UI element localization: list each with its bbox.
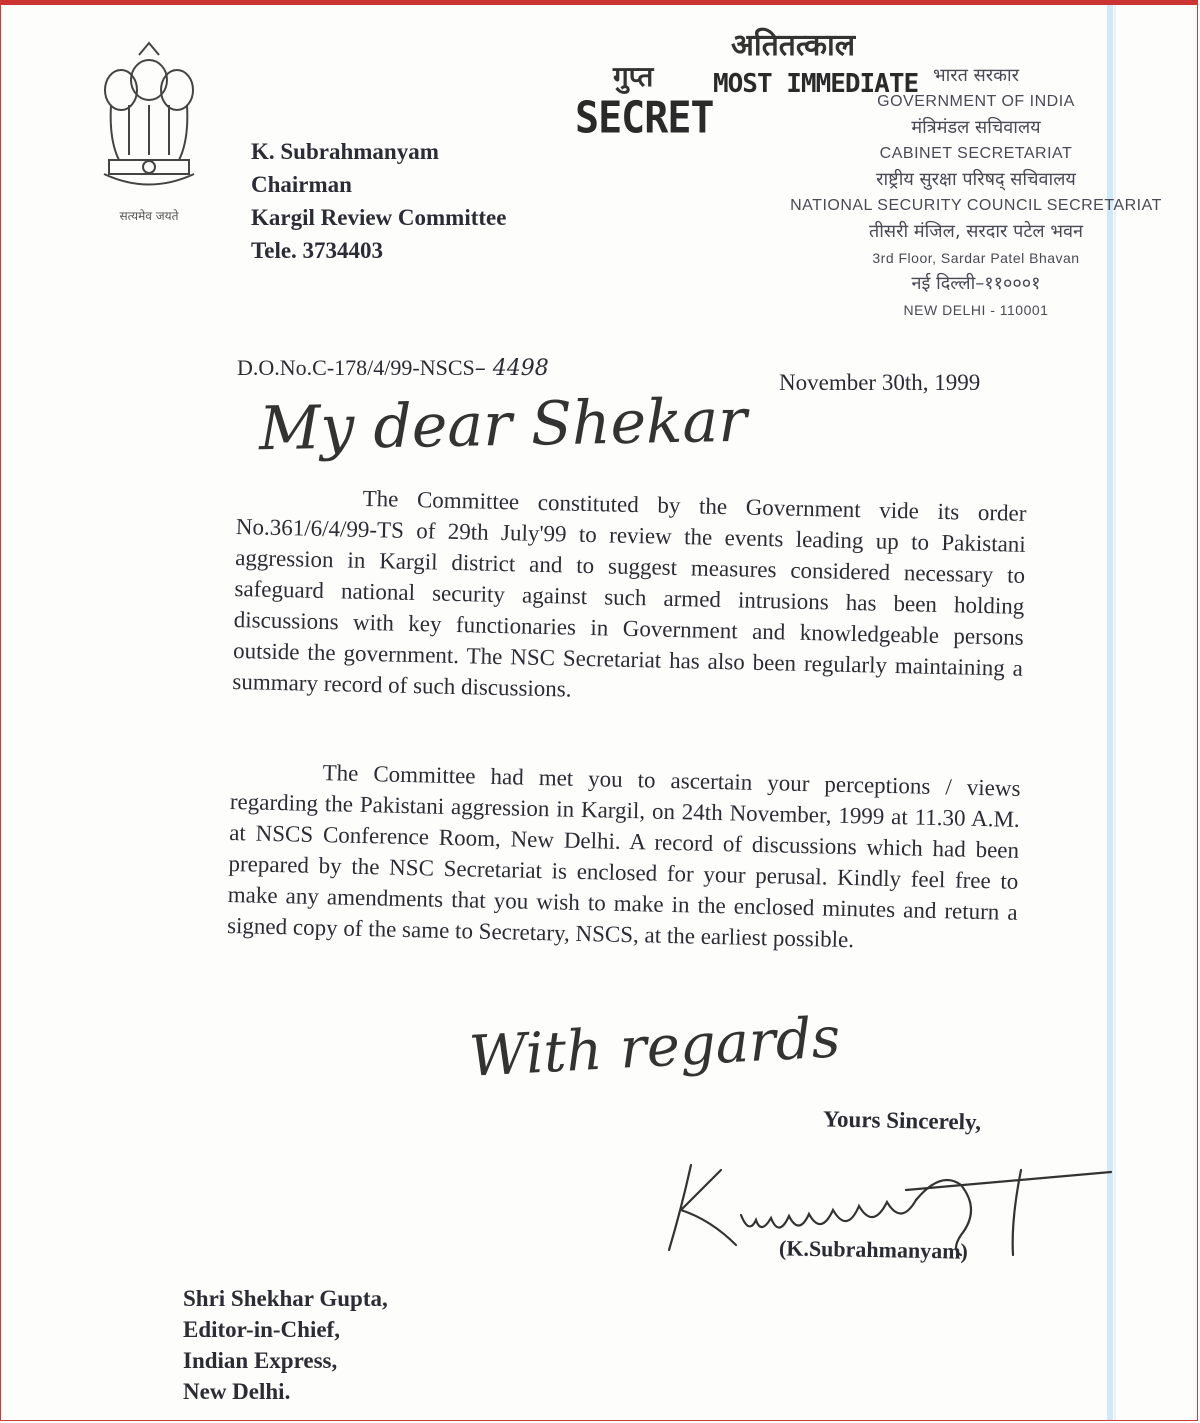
- lion-capital-icon: [89, 35, 209, 205]
- yours-sincerely: Yours Sincerely,: [822, 1106, 982, 1135]
- reference-number: [237, 355, 549, 381]
- govt-hindi: भारत सरकार: [932, 65, 1020, 86]
- reference-printed: D.O.No.C-178/4/99-NSCS: [237, 355, 475, 380]
- salutation-handwritten: My dear Shekar: [258, 385, 748, 465]
- secret-hindi-stamp: गुप्त: [613, 60, 654, 93]
- cabinet-english: CABINET SECRETARIAT: [879, 145, 1073, 162]
- floor-hindi: तीसरी मंजिल, सरदार पटेल भवन: [869, 221, 1083, 242]
- sender-name: K. Subrahmanyam: [251, 139, 439, 164]
- letter-date: November 30th, 1999: [779, 370, 981, 395]
- secret-stamp: SECRET: [575, 92, 714, 144]
- reference-handwritten: – 4498: [474, 356, 549, 381]
- most-immediate-hindi-stamp: अतितत्काल: [731, 28, 856, 63]
- cabinet-hindi: मंत्रिमंडल सचिवालय: [911, 117, 1041, 138]
- signatory-name: (K.Subrahmanyam): [778, 1235, 969, 1264]
- recipient-city: New Delhi.: [183, 1379, 291, 1404]
- sender-telephone: Tele. 3734403: [251, 238, 384, 263]
- govt-english: GOVERNMENT OF INDIA: [877, 93, 1075, 110]
- city-hindi: नई दिल्ली–११०००१: [911, 273, 1041, 294]
- city-english: NEW DELHI - 110001: [903, 302, 1049, 318]
- body-paragraph-2: The Committee had met you to ascertain your perceptions / views regarding the Pakistani aggression in Kargil, on 24th November, 1999 at 11.30 A.M. at NSCS Conference Room, New Delhi. A record of discussions which had been prepared by the NSC Secretariat is enclosed for your perusal. Kindly feel free to make any amendments that you wish to make in the enclosed minutes and return a signed copy of the same to Secretary, NSCS, at the earliest possible.: [226, 760, 1021, 953]
- emblem-motto: सत्यमेव जयते: [119, 209, 179, 223]
- floor-english: 3rd Floor, Sardar Patel Bhavan: [872, 250, 1080, 266]
- nscs-english: NATIONAL SECURITY COUNCIL SECRETARIAT: [790, 197, 1162, 214]
- office-letterhead: [781, 63, 1171, 323]
- closing-handwritten: With regards: [467, 1005, 842, 1090]
- body-paragraph-1: The Committee constituted by the Government vide its order No.361/6/4/99-TS of 29th July'99 to review the events leading up to Pakistani aggression in Kargil district and to suggest measures considered necessary to safeguard national security against such armed intrusions has been holding discussions with key functionaries in Government and knowledgeable persons outside the government. The NSC Secretariat has also been regularly maintaining a summary record of such discussions.: [232, 485, 1027, 702]
- recipient-title: Editor-in-Chief,: [183, 1317, 340, 1342]
- nscs-hindi: राष्ट्रीय सुरक्षा परिषद् सचिवालय: [876, 169, 1076, 190]
- national-emblem: [89, 35, 209, 225]
- sender-block: [251, 135, 506, 267]
- recipient-name: Shri Shekhar Gupta,: [183, 1286, 388, 1311]
- recipient-organization: Indian Express,: [183, 1348, 338, 1373]
- sender-organization: Kargil Review Committee: [251, 205, 507, 230]
- sender-title: Chairman: [251, 172, 352, 197]
- most-immediate-stamp: MOST IMMEDIATE: [713, 69, 919, 99]
- recipient-address: [183, 1283, 388, 1407]
